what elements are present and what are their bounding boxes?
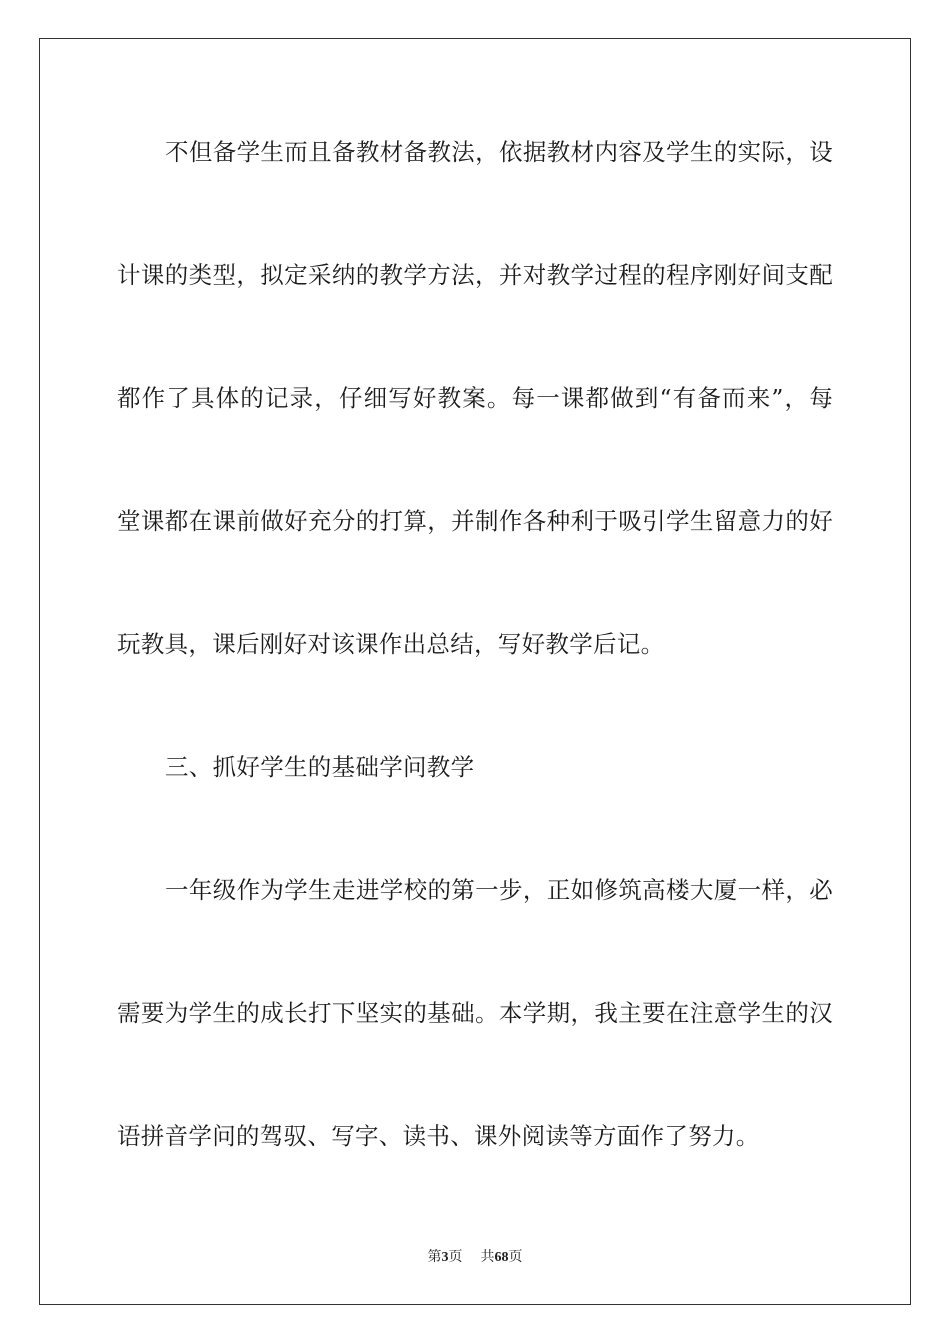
paragraph-line-3: 都作了具体的记录，仔细写好教案。每一课都做到“有备而来”，每 (117, 384, 833, 412)
section-heading: 三、抓好学生的基础学问教学 (165, 753, 475, 781)
footer-total-pages: 68 (494, 1250, 509, 1265)
page-border (39, 38, 911, 1305)
paragraph-line-2: 计课的类型，拟定采纳的教学方法，并对教学过程的程序刚好间支配 (117, 261, 833, 289)
paragraph-line-7: 一年级作为学生走进学校的第一步，正如修筑高楼大厦一样，必 (165, 876, 833, 904)
paragraph-line-1: 不但备学生而且备教材备教法，依据教材内容及学生的实际，设 (165, 138, 833, 166)
footer-page-prefix: 第 (427, 1249, 442, 1265)
paragraph-line-5: 玩教具，课后刚好对该课作出总结，写好教学后记。 (117, 630, 665, 658)
paragraph-line-8: 需要为学生的成长打下坚实的基础。本学期，我主要在注意学生的汉 (117, 999, 833, 1027)
footer-page-number: 3 (441, 1250, 449, 1265)
footer-total-prefix: 共 (480, 1249, 495, 1265)
footer-page-suffix: 页 (448, 1249, 463, 1265)
paragraph-line-9: 语拼音学问的驾驭、写字、读书、课外阅读等方面作了努力。 (117, 1122, 760, 1150)
footer-total-suffix: 页 (508, 1249, 523, 1265)
paragraph-line-4: 堂课都在课前做好充分的打算，并制作各种利于吸引学生留意力的好 (117, 507, 833, 535)
page-footer (0, 1248, 950, 1267)
